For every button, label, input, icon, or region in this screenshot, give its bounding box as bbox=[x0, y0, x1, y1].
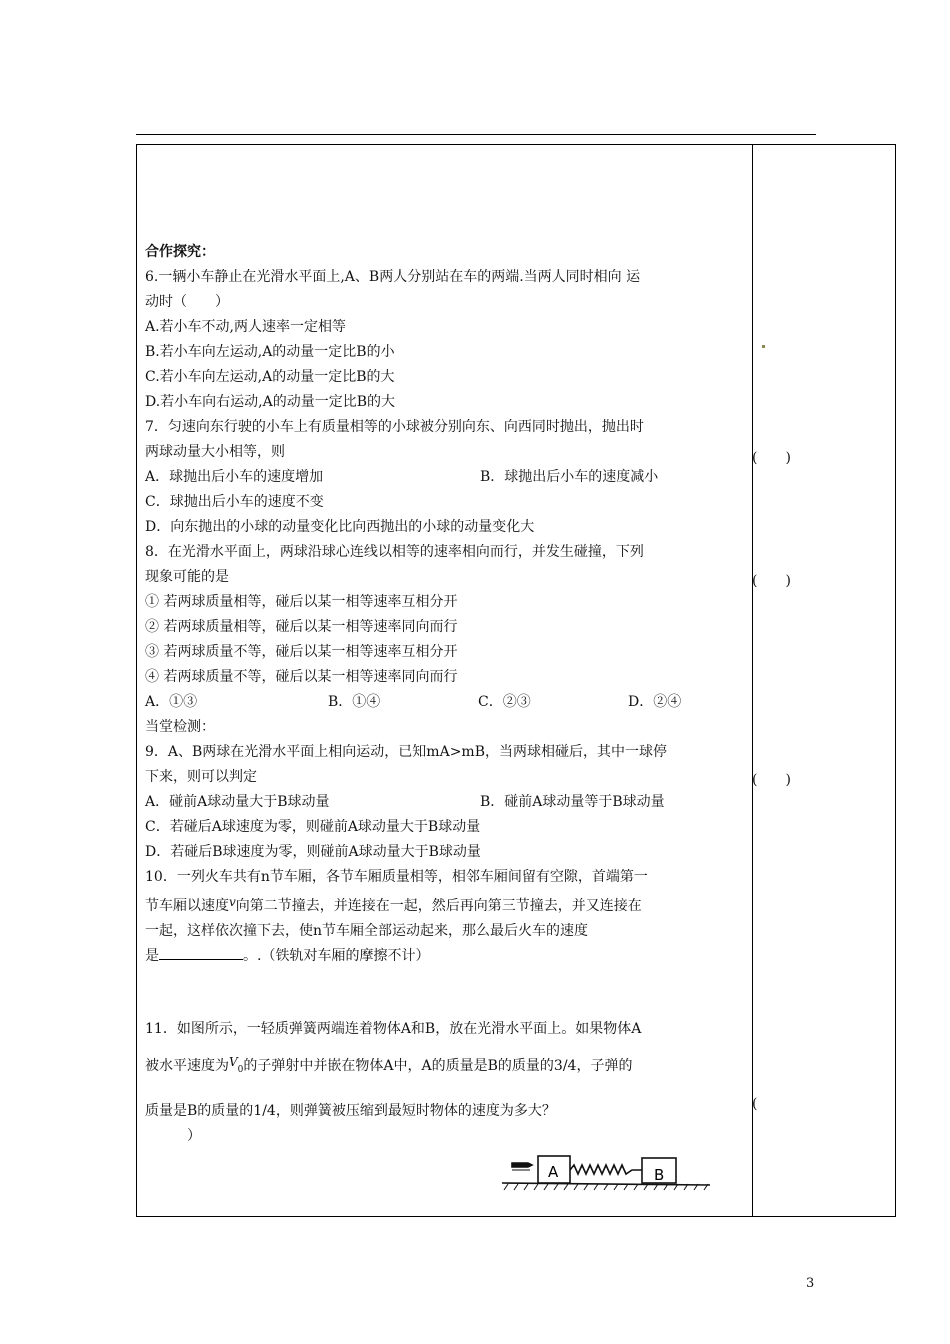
q9-stem-line1: 9．A、B两球在光滑水平面上相向运动，已知mA>mB，当两球相碰后，其中一球停 bbox=[145, 744, 667, 760]
q8-statement-2: ② 若两球质量相等，碰后以某一相等速率同向而行 bbox=[145, 619, 458, 635]
q10-line2-end: 向第二节撞去，并连接在一起，然后再向第三节撞去，并又连接在 bbox=[235, 898, 642, 914]
q9-options-row1 bbox=[145, 790, 745, 815]
header-rule bbox=[136, 134, 816, 135]
q10-line3: 一起，这样依次撞下去，使n节车厢全部运动起来，那么最后火车的速度 bbox=[145, 923, 589, 939]
q9-option-b: B．碰前A球动量等于B球动量 bbox=[480, 794, 665, 810]
q9-option-d: D．若碰后B球速度为零，则碰前A球动量大于B球动量 bbox=[145, 844, 481, 860]
q7-stem-line1: 7．匀速向东行驶的小车上有质量相等的小球被分别向东、向西同时抛出，抛出时 bbox=[145, 419, 644, 435]
q8-option-a: A．①③ bbox=[145, 694, 198, 710]
q10-line4-end: 。.（铁轨对车厢的摩擦不计） bbox=[243, 948, 430, 964]
q8-option-c: C．②③ bbox=[478, 694, 531, 710]
q7-option-b: B．球抛出后小车的速度减小 bbox=[480, 469, 659, 485]
q11-answer-bracket: ( bbox=[752, 1096, 758, 1112]
q9-option-a: A．碰前A球动量大于B球动量 bbox=[145, 794, 330, 810]
q8-option-b: B．①④ bbox=[328, 694, 381, 710]
q6-option-c: C.若小车向左运动,A的动量一定比B的大 bbox=[145, 369, 395, 385]
q8-stem-line2: 现象可能的是 bbox=[145, 569, 229, 585]
q8-statement-3: ③ 若两球质量不等，碰后以某一相等速率互相分开 bbox=[145, 644, 458, 660]
q8-stem-line1: 8．在光滑水平面上，两球沿球心连线以相等的速率相向而行，并发生碰撞，下列 bbox=[145, 544, 644, 560]
q9-stem-line2: 下来，则可以判定 bbox=[145, 769, 257, 785]
q6-option-b: B.若小车向左运动,A的动量一定比B的小 bbox=[145, 344, 395, 360]
q11-line4: ） bbox=[145, 1128, 201, 1144]
q7-stem-line2: 两球动量大小相等，则 bbox=[145, 444, 285, 460]
q9-answer-bracket: ( ) bbox=[752, 772, 791, 788]
q10-line4-start: 是 bbox=[145, 948, 159, 964]
q11-line2 bbox=[145, 1043, 745, 1089]
block-b-label: B bbox=[654, 1166, 665, 1184]
q8-option-d: D．②④ bbox=[628, 694, 682, 710]
section-heading-cooperative: 合作探究： bbox=[145, 244, 215, 260]
main-content bbox=[145, 240, 745, 1149]
q7-option-a: A．球抛出后小车的速度增加 bbox=[145, 469, 324, 485]
stray-dot bbox=[762, 345, 765, 348]
column-divider bbox=[752, 144, 753, 1217]
q6-stem-line2: 动时（ ） bbox=[145, 294, 229, 310]
q11-line1: 11．如图所示，一轻质弹簧两端连着物体A和B，放在光滑水平面上。如果物体A bbox=[145, 1021, 642, 1037]
q6-stem-line1: 6.一辆小车静止在光滑水平面上,A、B两人分别站在车的两端.当两人同时相向 运 bbox=[145, 269, 641, 285]
q7-options-row1 bbox=[145, 465, 745, 490]
q10-velocity-symbol: v bbox=[229, 895, 236, 909]
q10-line2 bbox=[145, 890, 745, 919]
page-number: 3 bbox=[806, 1276, 815, 1291]
q8-answer-bracket: ( ) bbox=[752, 573, 791, 589]
q11-line2-start: 被水平速度为 bbox=[145, 1058, 229, 1074]
q7-option-c: C．球抛出后小车的速度不变 bbox=[145, 494, 324, 510]
q6-option-d: D.若小车向右运动,A的动量一定比B的大 bbox=[145, 394, 396, 410]
q11-velocity-symbol: V bbox=[229, 1055, 238, 1069]
q11-velocity-subscript: 0 bbox=[237, 1065, 244, 1075]
spacer bbox=[145, 969, 745, 1015]
answer-blank[interactable] bbox=[159, 944, 243, 960]
spring-block-diagram bbox=[500, 1150, 715, 1194]
q6-option-a: A.若小车不动,两人速率一定相等 bbox=[145, 319, 347, 335]
q8-statement-1: ① 若两球质量相等，碰后以某一相等速率互相分开 bbox=[145, 594, 458, 610]
q10-line4 bbox=[145, 944, 745, 969]
q11-line2-end: 的子弹射中并嵌在物体A中，A的质量是B的质量的3/4，子弹的 bbox=[243, 1058, 633, 1074]
block-a-label: A bbox=[548, 1163, 559, 1181]
q7-answer-bracket: ( ) bbox=[752, 450, 791, 466]
q8-statement-4: ④ 若两球质量不等，碰后以某一相等速率同向而行 bbox=[145, 669, 458, 685]
q8-options-row bbox=[145, 690, 745, 715]
q10-line2-start: 节车厢以速度 bbox=[145, 898, 229, 914]
q9-option-c: C．若碰后A球速度为零，则碰前A球动量大于B球动量 bbox=[145, 819, 481, 835]
section-heading-check: 当堂检测： bbox=[145, 719, 215, 735]
q11-line3: 质量是B的质量的1/4，则弹簧被压缩到最短时物体的速度为多大？ bbox=[145, 1103, 556, 1119]
q7-option-d: D．向东抛出的小球的动量变化比向西抛出的小球的动量变化大 bbox=[145, 519, 535, 535]
q10-line1: 10．一列火车共有n节车厢，各节车厢质量相等，相邻车厢间留有空隙，首端第一 bbox=[145, 869, 648, 885]
